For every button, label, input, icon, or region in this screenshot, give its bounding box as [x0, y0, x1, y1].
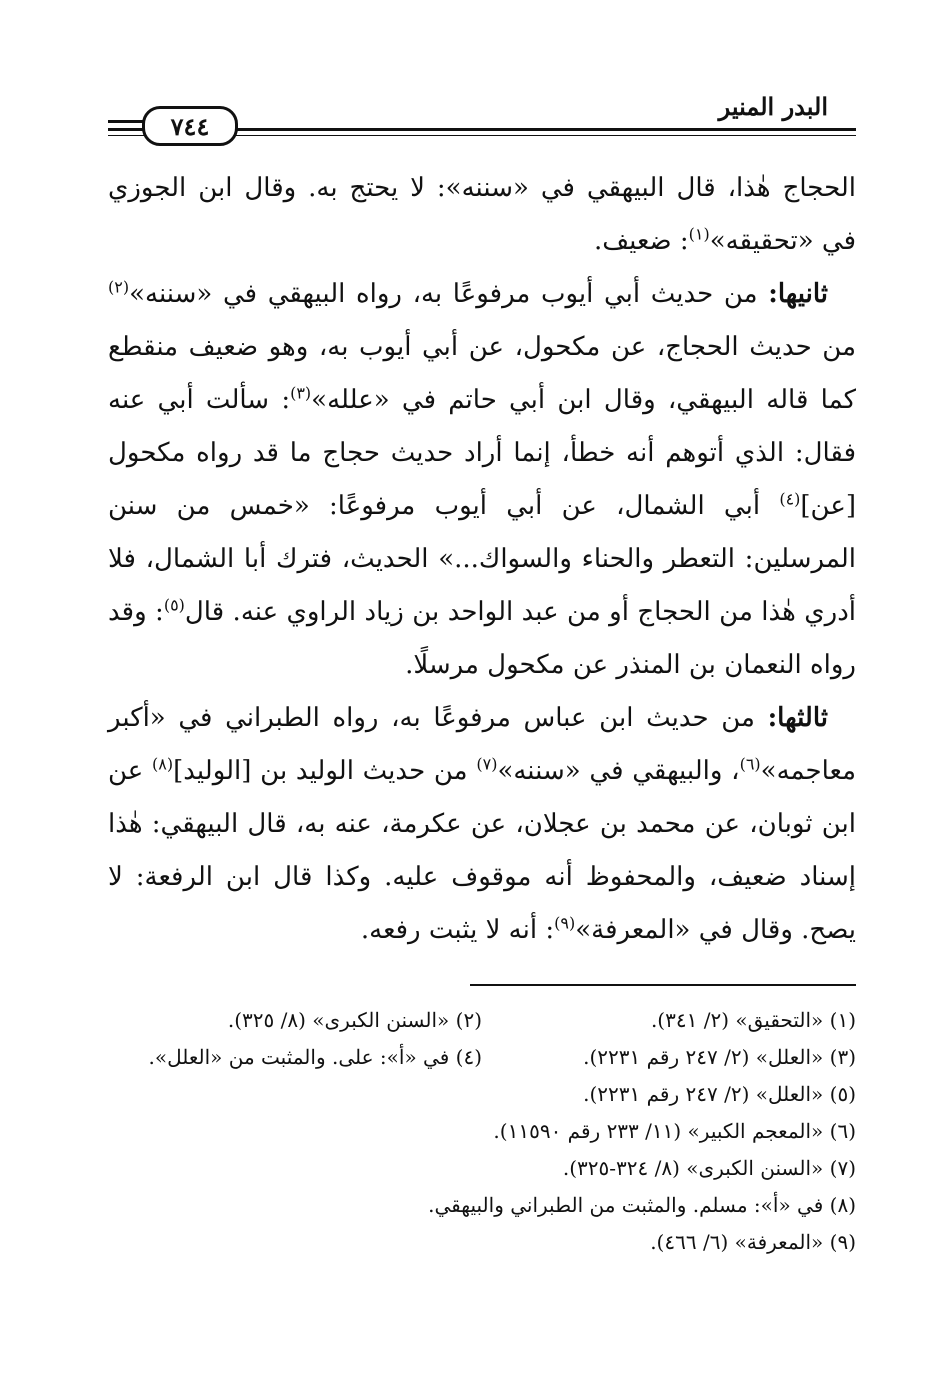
text-run: ، والبيهقي في «سننه»: [497, 756, 740, 786]
footnote-ref-2[interactable]: (٢): [108, 277, 130, 297]
footnote-ref-1[interactable]: (١): [688, 224, 710, 244]
text-run: عن ابن ثوبان، عن محمد بن عجلان، عن عكرمة، عنه به، قال البيهقي: هٰذا إسناد ضعيف، والمحفوظ أنه موقوف عليه. وكذا قال ابن الرفعة: لا يصح. وقال في «المعرفة»: [108, 756, 856, 945]
footnote-ref-6[interactable]: (٦): [739, 754, 761, 774]
footnote-ref-4[interactable]: (٤): [779, 489, 801, 509]
paragraph-1: [108, 162, 856, 268]
text-run: : أنه لا يثبت رفعه.: [360, 915, 555, 945]
paragraph-heading-third: ثالثها:: [767, 703, 828, 733]
footnote-9: (٩) «المعرفة» (٦/ ٤٦٦).: [650, 1230, 856, 1254]
footnote-1: (١) «التحقيق» (٢/ ٣٤١).: [650, 1008, 856, 1032]
text-run: من حديث الوليد بن [الوليد]: [173, 756, 477, 786]
page-number-badge: [142, 106, 238, 146]
footnote-3: (٣) «العلل» (٢/ ٢٤٧ رقم ٢٢٣١).: [583, 1045, 856, 1069]
footnote-8: (٨) في «أ»: مسلم. والمثبت من الطبراني والبيهقي.: [428, 1193, 856, 1217]
text-run: : ضعيف.: [593, 226, 689, 256]
page-number: ٧٤٤: [170, 111, 210, 141]
main-text: [108, 162, 856, 957]
text-run: : سألت أبي عنه فقال: الذي أتوهم أنه خطأ، إنما أراد حديث حجاج ما قد رواه مكحول [عن]: [108, 385, 856, 521]
footnote-5: (٥) «العلل» (٢/ ٢٤٧ رقم ٢٢٣١).: [583, 1082, 856, 1106]
footnote-2: (٢) «السنن الكبرى» (٨/ ٣٢٥).: [227, 1008, 482, 1032]
text-run: : وقد رواه النعمان بن المنذر عن مكحول مرسلًا.: [108, 597, 856, 680]
paragraph-3: [108, 692, 856, 957]
footnote-ref-5[interactable]: (٥): [163, 595, 185, 615]
footnote-separator: [470, 984, 856, 986]
page-header: [108, 92, 856, 142]
text-run: أبي الشمال، عن أبي أيوب مرفوعًا: «خمس من سنن المرسلين: التعطر والحناء والسواك...» الحديث، فترك أبا الشمال، فلا أدري هٰذا من الحجاج أو من عبد الواحد بن زياد الراوي عنه. قال: [108, 491, 857, 627]
footnote-ref-8[interactable]: (٨): [152, 754, 174, 774]
text-run: من حديث أبي أيوب مرفوعًا به، رواه البيهقي في «سننه»: [129, 279, 769, 309]
footnote-ref-3[interactable]: (٣): [290, 383, 312, 403]
paragraph-heading-second: ثانيها:: [768, 279, 828, 309]
footnotes: [108, 1002, 856, 1261]
paragraph-2: [108, 268, 856, 692]
footnote-6: (٦) «المعجم الكبير» (١١/ ٢٣٣ رقم ١١٥٩٠).: [493, 1119, 856, 1143]
footnote-row: [108, 1039, 856, 1076]
footnote-row: [108, 1002, 856, 1039]
running-title: البدر المنير: [718, 92, 828, 121]
footnote-ref-7[interactable]: (٧): [476, 754, 498, 774]
text-run: من حديث الحجاج، عن مكحول، عن أبي أيوب به، وهو ضعيف منقطع كما قاله البيهقي، وقال ابن أبي حاتم في «علله»: [108, 332, 856, 415]
footnote-4: (٤) في «أ»: على. والمثبت من «العلل».: [148, 1045, 482, 1069]
footnote-7: (٧) «السنن الكبرى» (٨/ ٣٢٤-٣٢٥).: [562, 1156, 856, 1180]
page-number-ornament: [108, 120, 144, 123]
footnote-ref-9[interactable]: (٩): [554, 913, 576, 933]
text-run: الحجاج هٰذا، قال البيهقي في «سننه»: لا يحتج به. وقال ابن الجوزي في «تحقيقه»: [108, 173, 856, 256]
text-run: من حديث ابن عباس مرفوعًا به، رواه الطبراني في «أكبر معاجمه»: [108, 703, 857, 786]
